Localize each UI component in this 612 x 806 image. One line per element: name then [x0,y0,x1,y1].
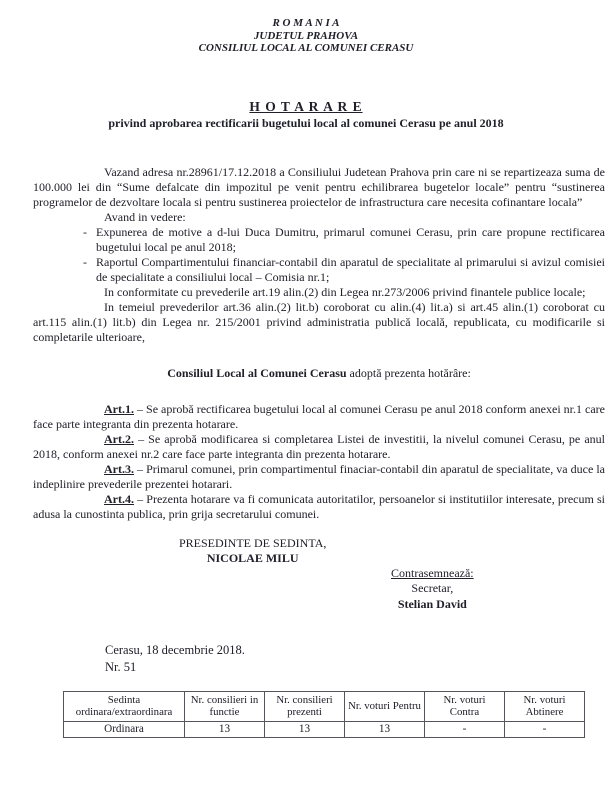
vote-table-header-for: Nr. voturi Pentru [345,691,425,721]
signature-section [0,536,612,632]
bullet-item-expunerea [83,225,605,255]
vote-table-header-in-office: Nr. consilieri in functie [185,691,265,721]
enactment-rest: adoptă prezenta hotărâre: [346,365,471,380]
vote-table-header-present: Nr. consilieri prezenti [265,691,345,721]
header-country: R O M A N I A [272,17,340,29]
countersign-block [391,566,474,613]
vote-cell-for: 13 [345,721,425,737]
article-4 [33,492,605,522]
document-header [0,17,612,55]
vote-cell-against: - [425,721,505,737]
vote-cell-session-type: Ordinara [64,721,185,737]
president-signature-block [179,536,326,566]
vote-table-header-abstain: Nr. voturi Abtinere [505,691,585,721]
vote-table-data-row [64,721,585,737]
president-title: PRESEDINTE DE SEDINTA, [179,535,327,550]
enactment-line [33,366,605,381]
header-council: CONSILIUL LOCAL AL COMUNEI CERASU [198,42,414,54]
article-2 [33,432,605,462]
date-block [105,642,612,676]
paragraph-vazand: Vazand adresa nr.28961/17.12.2018 a Consiliului Judetean Prahova prin care ni se repartizeaza suma de 100.000 lei din “Sume defalcate din impozitul pe venit pentru echilibrarea bugetelor locale” pentru “sustinerea programelor de dezvoltare locala si pentru sustinerea proiectelor de infrastructura care necesita cofinantare locala” [33,164,605,209]
document-subtitle: privind aprobarea rectificarii bugetului local al comunei Cerasu pe anul 2018 [108,115,504,130]
header-county: JUDETUL PRAHOVA [253,29,359,42]
bullet-text: Expunerea de motive a d-lui Duca Dumitru, primarul comunei Cerasu, prin care propune rectificarea bugetului local pe anul 2018; [96,224,605,254]
article-2-label: Art.2. [104,431,134,446]
paragraph-temeiul: In temeiul prevederilor art.36 alin.(2) lit.b) coroborat cu alin.(4) lit.a) si art.45 alin.(1) coroborat cu art.115 alin.(1) lit.b) din Legea nr. 215/2001 privind administratia publică locală, republicata, cu modificarile si completarile ulterioare, [33,299,605,344]
document-body [33,165,605,522]
article-1-text: – Se aprobă rectificarea bugetului local al comunei Cerasu pe anul 2018 conform anexei nr.1 care face parte integranta din prezenta hotarare. [33,401,605,431]
title-block [0,98,612,132]
bullet-dash: - [83,254,87,269]
vote-table-header-session: Sedinta ordinara/extraordinara [64,691,185,721]
article-3 [33,462,605,492]
article-1 [33,402,605,432]
enactment-council-name: Consiliul Local al Comunei Cerasu [167,365,347,380]
line-avand-in-vedere: Avand in vedere: [104,209,186,224]
secretary-title: Secretar, [411,581,454,595]
secretary-name: Stelian David [397,596,467,611]
bullet-item-raportul [83,255,605,285]
vote-cell-present: 13 [265,721,345,737]
article-3-text: – Primarul comunei, prin compartimentul finaciar-contabil din aparatul de specialitate, va duce la indeplinire prevederile prezentei hotarari. [33,461,605,491]
document-title: H O T A R A R E [249,98,363,114]
article-4-label: Art.4. [104,491,134,506]
vote-table-header-row [64,691,585,721]
article-4-text: – Prezenta hotarare va fi comunicata autoritatilor, persoanelor si institutiilor interesate, precum si adusa la cunostinta publica, prin grija secretarului comunei. [33,491,605,521]
line-conformitate: In conformitate cu prevederile art.19 alin.(2) din Legea nr.273/2006 privind finantele publice locale; [104,284,586,299]
president-name: NICOLAE MILU [206,550,299,565]
bullet-dash: - [83,224,87,239]
article-1-label: Art.1. [104,401,134,416]
place-and-date: Cerasu, 18 decembrie 2018. [105,642,245,657]
countersign-label: Contrasemnează: [391,565,474,580]
vote-cell-in-office: 13 [185,721,265,737]
vote-cell-abstain: - [505,721,585,737]
article-2-text: – Se aprobă modificarea si completarea Listei de investitii, la nivelul comunei Cerasu, pe anul 2018, conform anexei nr.2 care face parte integranta din prezenta hotarare. [33,431,605,461]
vote-table [63,691,585,738]
decision-number: Nr. 51 [105,659,137,674]
bullet-text: Raportul Compartimentului financiar-contabil din aparatul de specialitate al primarului si avizul comisiei de specialitate a consiliului local – Comisia nr.1; [96,254,605,284]
article-3-label: Art.3. [104,461,134,476]
bullet-list [83,225,605,285]
vote-table-header-against: Nr. voturi Contra [425,691,505,721]
